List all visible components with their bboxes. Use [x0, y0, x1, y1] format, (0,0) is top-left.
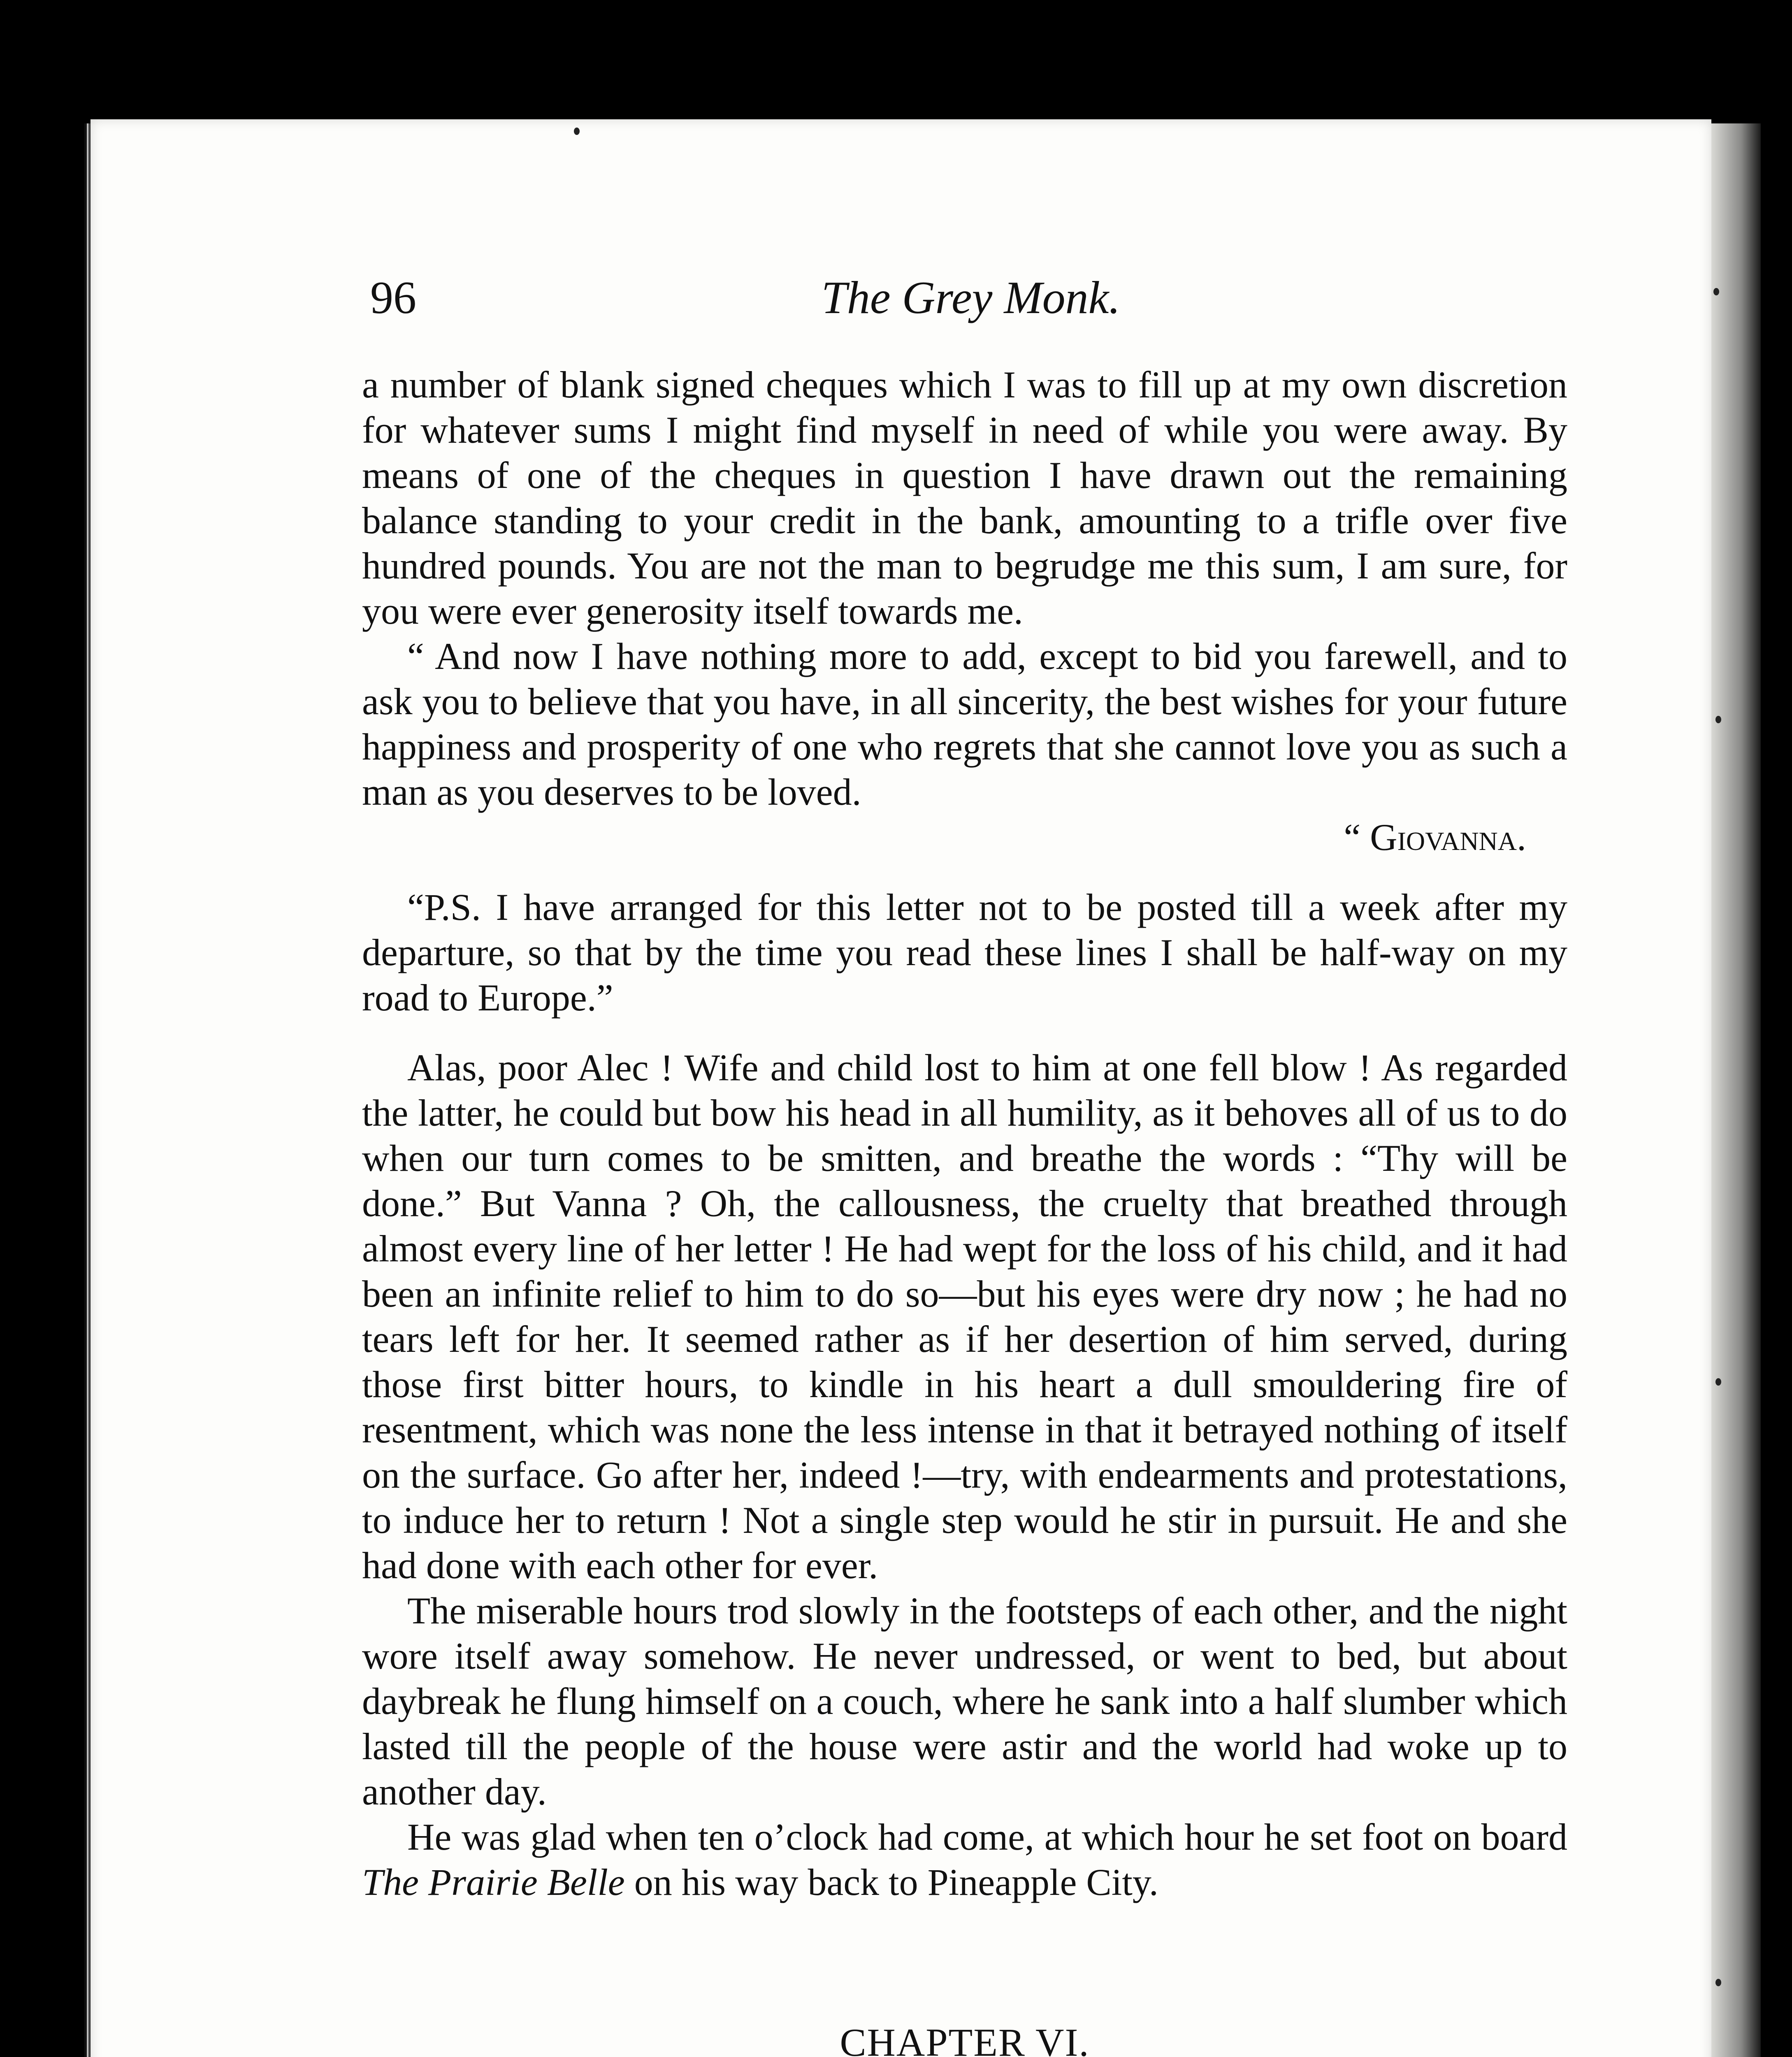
ink-speck: [574, 128, 580, 135]
paragraph: The miserable hours trod slowly in the footsteps of each other, and the night wore itself away somehow. He never undressed, or went to bed, but about daybreak he flung himself on a couch, where he sank into a half slumber which lasted till the people of the house were astir and the world had woke up to another day.: [362, 1590, 1567, 1813]
ink-speck: [1713, 288, 1719, 295]
ink-speck: [1715, 1378, 1721, 1386]
paragraph: a number of blank signed cheques which I was to fill up at my own discretion for whatever sums I might find myself in need of while you were away. By means of one of the cheques in question I have drawn out the remaining balance standing to your credit in the bank, amounting to a trifle over five hundred pounds. You are not the man to begrudge me this sum, I am sure, for you were ever generosity itself towards me.: [362, 364, 1567, 632]
page-edge-right: [1711, 123, 1761, 2057]
paragraph: [362, 1814, 1567, 1905]
letter-signature: “ Giovanna.: [1344, 816, 1526, 858]
paragraph-postscript: “P.S. I have arranged for this letter not to be posted till a week after my departure, so that by the time you read these lines I shall be half-way on my road to Europe.”: [362, 886, 1567, 1019]
paragraph: “ And now I have nothing more to add, except to bid you farewell, and to ask you to believe that you have, in all sincerity, the best wishes for your future happiness and prosperity of one who regrets that she cannot love you as such a man as you deserves to be loved.: [362, 635, 1567, 813]
chapter-title: CHAPTER VI.: [840, 2020, 1090, 2057]
text-run: on his way back to Pineapple City.: [624, 1861, 1158, 1903]
running-title: The Grey Monk.: [821, 272, 1121, 323]
paragraph: Alas, poor Alec ! Wife and child lost to him at one fell blow ! As regarded the latter, he could but bow his head in all humility, as it behoves all of us to do when our turn comes to be smitten, and breathe the words : “Thy will be done.” But Vanna ? Oh, the callousness, the cruelty that breathed through almost every line of her letter ! He had wept for the loss of his child, and it had been an infinite relief to him to do so—but his eyes were dry now ; he had no tears left for her. It seemed rather as if her desertion of him served, during those first bitter hours, to kindle in his heart a dull smouldering fire of resentment, which was none the less intense in that it betrayed nothing of itself on the surface. Go after her, indeed !—try, with endearments and protestations, to induce her to return ! Not a single step would he stir in pursuit. He and she had done with each other for ever.: [362, 1047, 1567, 1586]
ink-speck: [1715, 716, 1721, 723]
page-text: [362, 362, 1567, 2057]
ink-speck: [1715, 1979, 1721, 1986]
text-run: He was glad when ten o’clock had come, at which hour he set foot on board: [407, 1816, 1567, 1858]
ship-name: The Prairie Belle: [362, 1861, 625, 1903]
running-header: [370, 272, 1571, 337]
page-number: 96: [370, 272, 416, 323]
